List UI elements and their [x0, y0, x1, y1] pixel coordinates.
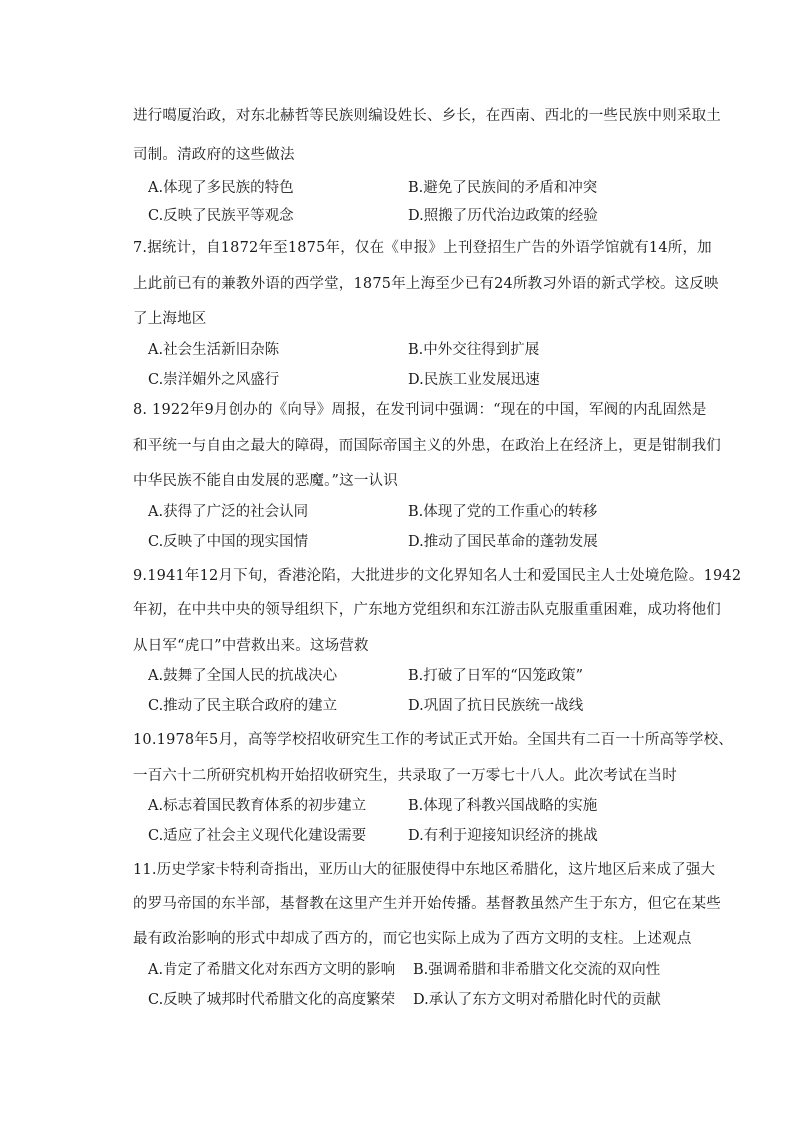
q7-stem-line-3: 了上海地区 [133, 311, 207, 327]
q10-option-d[interactable]: D.有利于迎接知识经济的挑战 [408, 828, 598, 844]
q11-stem-line-2: 的罗马帝国的东半部，基督教在这里产生并开始传播。基督教虽然产生于东方，但它在某些 [133, 896, 721, 912]
q11-option-d[interactable]: D.承认了东方文明对希腊化时代的贡献 [413, 992, 661, 1008]
q10-stem-line-1: 10.1978年5月，高等学校招收研究生工作的考试正式开始。全国共有二百一十所高等学校、 [133, 732, 733, 748]
q7-option-b[interactable]: B.中外交往得到扩展 [408, 342, 540, 358]
intro-line-2: 司制。清政府的这些做法 [133, 147, 295, 163]
q11-option-c[interactable]: C.反映了城邦时代希腊文化的高度繁荣 [148, 992, 396, 1008]
q7-option-c[interactable]: C.崇洋媚外之风盛行 [148, 372, 280, 388]
q11-stem-line-1: 11.历史学家卡特利奇指出，亚历山大的征服使得中东地区希腊化，这片地区后来成了强大 [133, 862, 716, 878]
q9-option-b[interactable]: B.打破了日军的“囚笼政策” [408, 668, 584, 684]
q11-stem-line-3: 最有政治影响的形式中却成了西方的，而它也实际上成为了西方文明的支柱。上述观点 [133, 931, 692, 947]
intro-line-1: 进行噶厦治政，对东北赫哲等民族则编设姓长、乡长，在西南、西北的一些民族中则采取土 [133, 108, 721, 124]
q11-option-a[interactable]: A.肯定了希腊文化对东西方文明的影响 [148, 962, 396, 978]
q9-stem-line-3: 从日军“虎口”中营救出来。这场营救 [133, 638, 369, 654]
q6-option-c[interactable]: C.反映了民族平等观念 [148, 208, 294, 224]
q10-option-a[interactable]: A.标志着国民教育体系的初步建立 [148, 798, 367, 814]
q11-option-b[interactable]: B.强调希腊和非希腊文化交流的双向性 [413, 962, 661, 978]
q10-option-c[interactable]: C.适应了社会主义现代化建设需要 [148, 828, 367, 844]
q9-option-c[interactable]: C.推动了民主联合政府的建立 [148, 698, 338, 714]
q9-stem-line-2: 年初，在中共中央的领导组织下，广东地方党组织和东江游击队克服重重困难，成功将他们 [133, 602, 721, 618]
q7-option-d[interactable]: D.民族工业发展迅速 [408, 372, 540, 388]
q8-option-c[interactable]: C.反映了中国的现实国情 [148, 534, 309, 550]
q10-stem-line-2: 一百六十二所研究机构开始招收研究生，共录取了一万零七十八人。此次考试在当时 [133, 768, 677, 784]
q6-option-b[interactable]: B.避免了民族间的矛盾和冲突 [408, 180, 598, 196]
q8-option-b[interactable]: B.体现了党的工作重心的转移 [408, 504, 598, 520]
q7-option-a[interactable]: A.社会生活新旧杂陈 [148, 342, 280, 358]
q8-option-a[interactable]: A.获得了广泛的社会认同 [148, 504, 309, 520]
q9-option-a[interactable]: A.鼓舞了全国人民的抗战决心 [148, 668, 338, 684]
q9-option-d[interactable]: D.巩固了抗日民族统一战线 [408, 698, 584, 714]
q8-stem-line-3: 中华民族不能自由发展的恶魔。”这一认识 [133, 473, 398, 489]
q8-option-d[interactable]: D.推动了国民革命的蓬勃发展 [408, 534, 598, 550]
q10-option-b[interactable]: B.体现了科教兴国战略的实施 [408, 798, 598, 814]
q6-option-a[interactable]: A.体现了多民族的特色 [148, 180, 294, 196]
q8-stem-line-2: 和平统一与自由之最大的障碍，而国际帝国主义的外患，在政治上在经济上，更是钳制我们 [133, 438, 721, 454]
q7-stem-line-2: 上此前已有的兼教外语的西学堂，1875年上海至少已有24所教习外语的新式学校。这反映 [133, 276, 719, 292]
q6-option-d[interactable]: D.照搬了历代治边政策的经验 [408, 208, 598, 224]
q9-stem-line-1: 9.1941年12月下旬，香港沦陷，大批进步的文化界知名人士和爱国民主人士处境危险。1942 [133, 568, 742, 584]
q7-stem-line-1: 7.据统计，自1872年至1875年，仅在《申报》上刊登招生广告的外语学馆就有14所，加 [133, 240, 712, 256]
q8-stem-line-1: 8. 1922年9月创办的《向导》周报，在发刊词中强调：“现在的中国，军阀的内乱固然是 [133, 402, 707, 418]
